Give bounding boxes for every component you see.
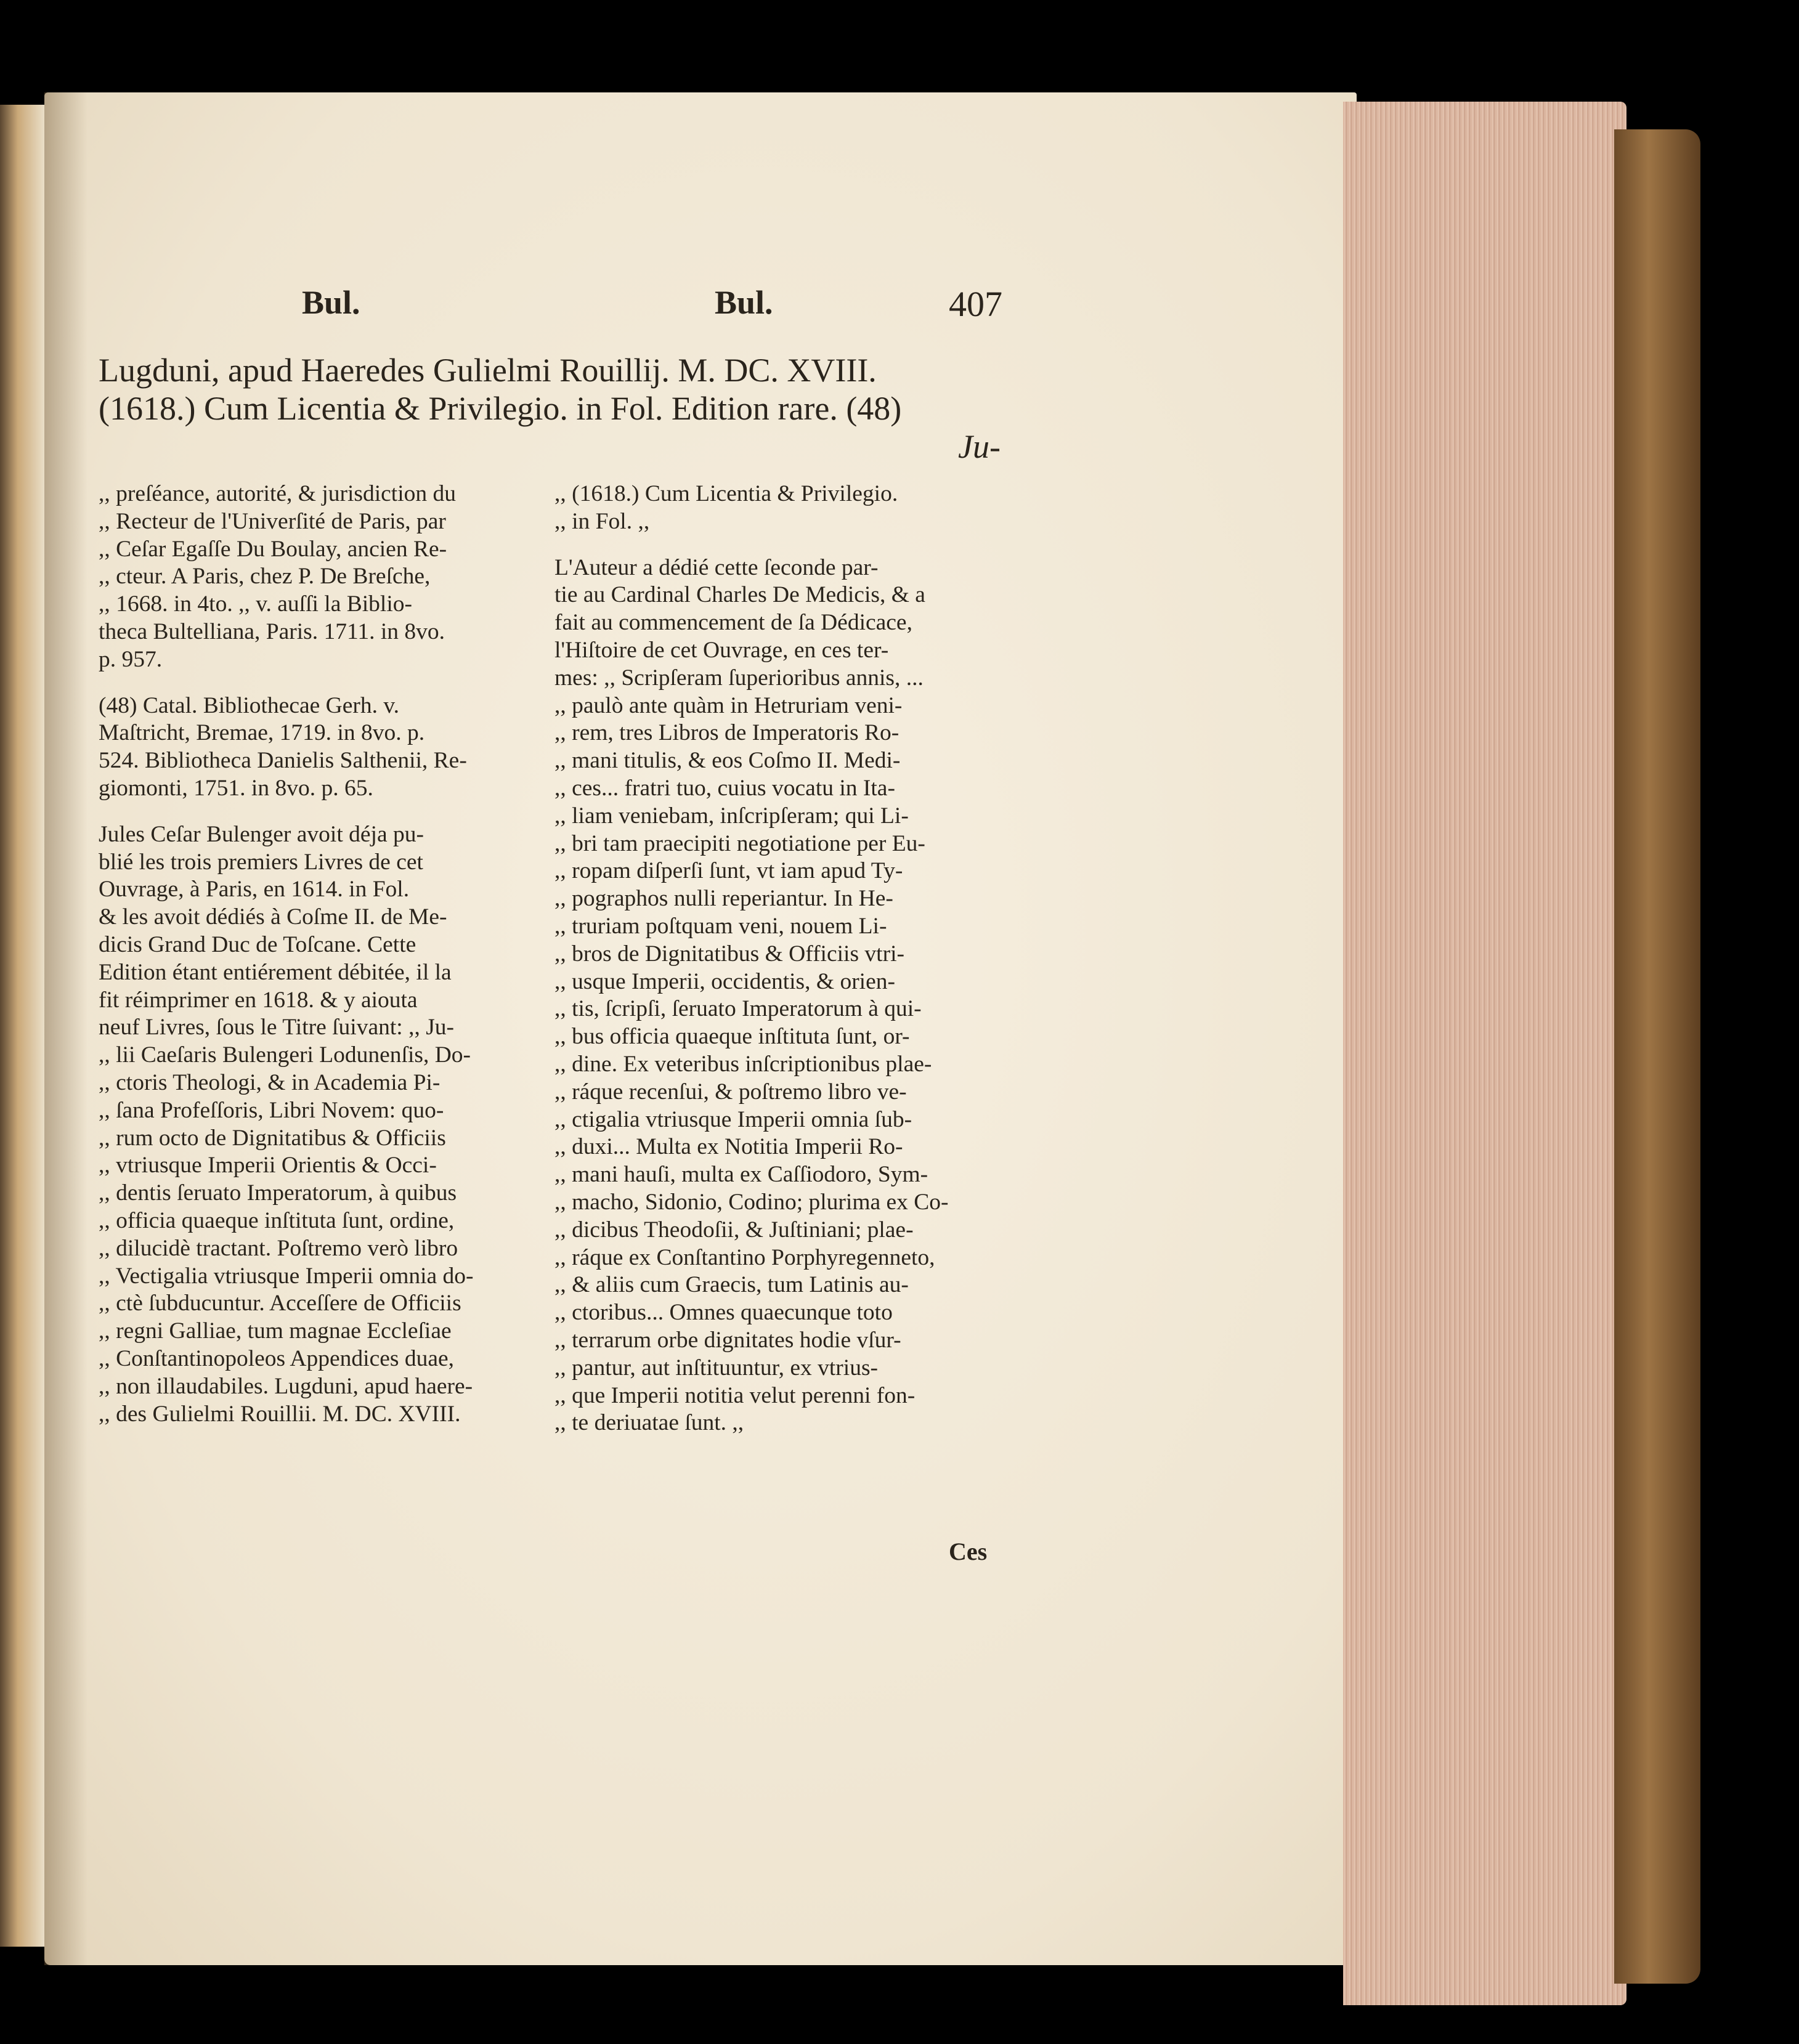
text-line: theca Bultelliana, Paris. 1711. in 8vo.: [99, 618, 445, 644]
paragraph-gap: [99, 674, 524, 692]
text-line: & les avoit dédiés à Coſme II. de Me-: [99, 904, 447, 930]
text-line: ,, ctoribus... Omnes quaecunque toto: [554, 1300, 893, 1326]
paragraph-gap: [99, 803, 524, 821]
text-line: dicis Grand Duc de Toſcane. Cette: [99, 931, 416, 957]
paragraph-gap: [554, 536, 1023, 554]
full-width-line: Lugduni, apud Haeredes Gulielmi Rouillij. M. DC. XVIII.: [99, 352, 877, 389]
text-line: L'Auteur a dédié cette ſeconde par-: [554, 554, 879, 580]
text-line: ,, duxi... Multa ex Notitia Imperii Ro-: [554, 1134, 903, 1160]
text-line: ,, paulò ante quàm in Hetruriam veni-: [554, 692, 903, 718]
text-line: ,, non illaudabiles. Lugduni, apud haere-: [99, 1373, 473, 1399]
text-line: ,, dicibus Theodoſii, & Juſtiniani; plae-: [554, 1217, 914, 1243]
text-line: ,, pantur, aut inſtituuntur, ex vtrius-: [554, 1355, 879, 1381]
text-line: ,, te deriuatae ſunt. ,,: [554, 1410, 744, 1436]
text-line: ,, preſéance, autorité, & jurisdiction du: [99, 481, 457, 506]
text-line: ,, officia quaeque inſtituta ſunt, ordine,: [99, 1207, 455, 1233]
text-line: ,, mani titulis, & eos Coſmo II. Medi-: [554, 748, 901, 774]
text-line: ,, lii Caeſaris Bulengeri Lodunenſis, Do-: [99, 1042, 471, 1068]
full-width-line: (1618.) Cum Licentia & Privilegio. in Fol. Edition rare. (48): [99, 390, 902, 427]
right-column: [554, 481, 1023, 1437]
text-line: ,, Recteur de l'Univerſité de Paris, par: [99, 508, 446, 534]
text-line: neuf Livres, ſous le Titre ſuivant: ,, Ju-: [99, 1015, 455, 1040]
text-line: ,, dilucidè tractant. Poſtremo verò libro: [99, 1235, 458, 1261]
facing-page-edge: [0, 105, 44, 1947]
text-line: (48) Catal. Bibliothecae Gerh. v.: [99, 692, 400, 718]
text-line: fait au commencement de ſa Dédicace,: [554, 610, 912, 636]
text-line: ,, truriam poſtquam veni, nouem Li-: [554, 913, 887, 939]
catchword: Ces: [949, 1538, 988, 1565]
text-line: tie au Cardinal Charles De Medicis, & a: [554, 582, 925, 608]
text-line: ,, (1618.) Cum Licentia & Privilegio.: [554, 481, 898, 506]
text-line: Edition étant entiérement débitée, il la: [99, 959, 452, 985]
text-line: ,, dentis ſeruato Imperatorum, à quibus: [99, 1180, 457, 1206]
text-line: ,, ctè ſubducuntur. Acceſſere de Officiis: [99, 1291, 461, 1316]
text-line: ,, dine. Ex veteribus inſcriptionibus plae-: [554, 1051, 932, 1077]
left-column: [99, 481, 524, 1428]
text-line: Ouvrage, à Paris, en 1614. in Fol.: [99, 877, 410, 902]
book-cover: [1614, 129, 1700, 1984]
text-line: Maſtricht, Bremae, 1719. in 8vo. p.: [99, 720, 425, 746]
running-head-center: Bul.: [715, 284, 773, 321]
text-line: fit réimprimer en 1618. & y aiouta: [99, 987, 418, 1013]
text-line: ,, usque Imperii, occidentis, & orien-: [554, 968, 895, 994]
running-head-left: Bul.: [302, 284, 360, 321]
text-line: ,, Vectigalia vtriusque Imperii omnia do-: [99, 1263, 474, 1289]
text-line: ,, liam veniebam, inſcripſeram; qui Li-: [554, 803, 909, 829]
text-line: p. 957.: [99, 646, 163, 672]
page-gutter: [44, 92, 87, 1965]
text-line: ,, mani hauſi, multa ex Caſſiodoro, Sym-: [554, 1162, 928, 1188]
text-line: ,, bri tam praecipiti negotiatione per Eu-: [554, 830, 925, 856]
text-line: ,, regni Galliae, tum magnae Eccleſiae: [99, 1318, 452, 1344]
text-line: giomonti, 1751. in 8vo. p. 65.: [99, 775, 373, 801]
text-line: ,, macho, Sidonio, Codino; plurima ex Co-: [554, 1189, 949, 1215]
page-number: 407: [949, 284, 1002, 324]
text-line: 524. Bibliotheca Danielis Salthenii, Re-: [99, 748, 467, 774]
text-line: ,, ces... fratri tuo, cuius vocatu in Ita-: [554, 775, 895, 801]
text-line: ,, rem, tres Libros de Imperatoris Ro-: [554, 720, 900, 746]
text-line: ,, ráque ex Conſtantino Porphyregenneto,: [554, 1244, 935, 1270]
text-line: ,, cteur. A Paris, chez P. De Breſche,: [99, 564, 431, 590]
text-line: Jules Ceſar Bulenger avoit déja pu-: [99, 821, 424, 847]
text-line: ,, in Fol. ,,: [554, 508, 650, 534]
text-line: ,, Ceſar Egaſſe Du Boulay, ancien Re-: [99, 536, 447, 562]
text-line: ,, bros de Dignitatibus & Officiis vtri-: [554, 941, 904, 967]
text-line: ,, tis, ſcripſi, ſeruato Imperatorum à qui-: [554, 996, 922, 1022]
text-line: ,, ctigalia vtriusque Imperii omnia ſub-: [554, 1106, 912, 1132]
text-line: mes: ,, Scripſeram ſuperioribus annis, ...: [554, 665, 924, 691]
text-line: ,, Conſtantinopoleos Appendices duae,: [99, 1345, 454, 1371]
text-line: ,, & aliis cum Graecis, tum Latinis au-: [554, 1272, 909, 1298]
text-line: ,, ctoris Theologi, & in Academia Pi-: [99, 1069, 441, 1095]
full-width-catch: Ju-: [958, 428, 1001, 465]
text-line: ,, ſana Profeſſoris, Libri Novem: quo-: [99, 1097, 444, 1123]
text-line: ,, 1668. in 4to. ,, v. auſſi la Biblio-: [99, 591, 412, 617]
text-line: ,, bus officia quaeque inſtituta ſunt, or-: [554, 1024, 910, 1050]
text-line: ,, terrarum orbe dignitates hodie vſur-: [554, 1327, 901, 1353]
text-line: ,, pographos nulli reperiantur. In He-: [554, 886, 893, 912]
page-edges: [1343, 102, 1626, 2005]
text-line: ,, vtriusque Imperii Orientis & Occi-: [99, 1153, 437, 1178]
text-line: l'Hiſtoire de cet Ouvrage, en ces ter-: [554, 637, 889, 663]
text-line: ,, que Imperii notitia velut perenni fon-: [554, 1382, 916, 1408]
text-line: blié les trois premiers Livres de cet: [99, 849, 423, 875]
text-line: ,, ropam diſperſi ſunt, vt iam apud Ty-: [554, 858, 903, 884]
text-line: ,, rum octo de Dignitatibus & Officiis: [99, 1125, 446, 1151]
text-line: ,, ráque recenſui, & poſtremo libro ve-: [554, 1079, 907, 1105]
text-line: ,, des Gulielmi Rouillii. M. DC. XVIII.: [99, 1401, 461, 1427]
